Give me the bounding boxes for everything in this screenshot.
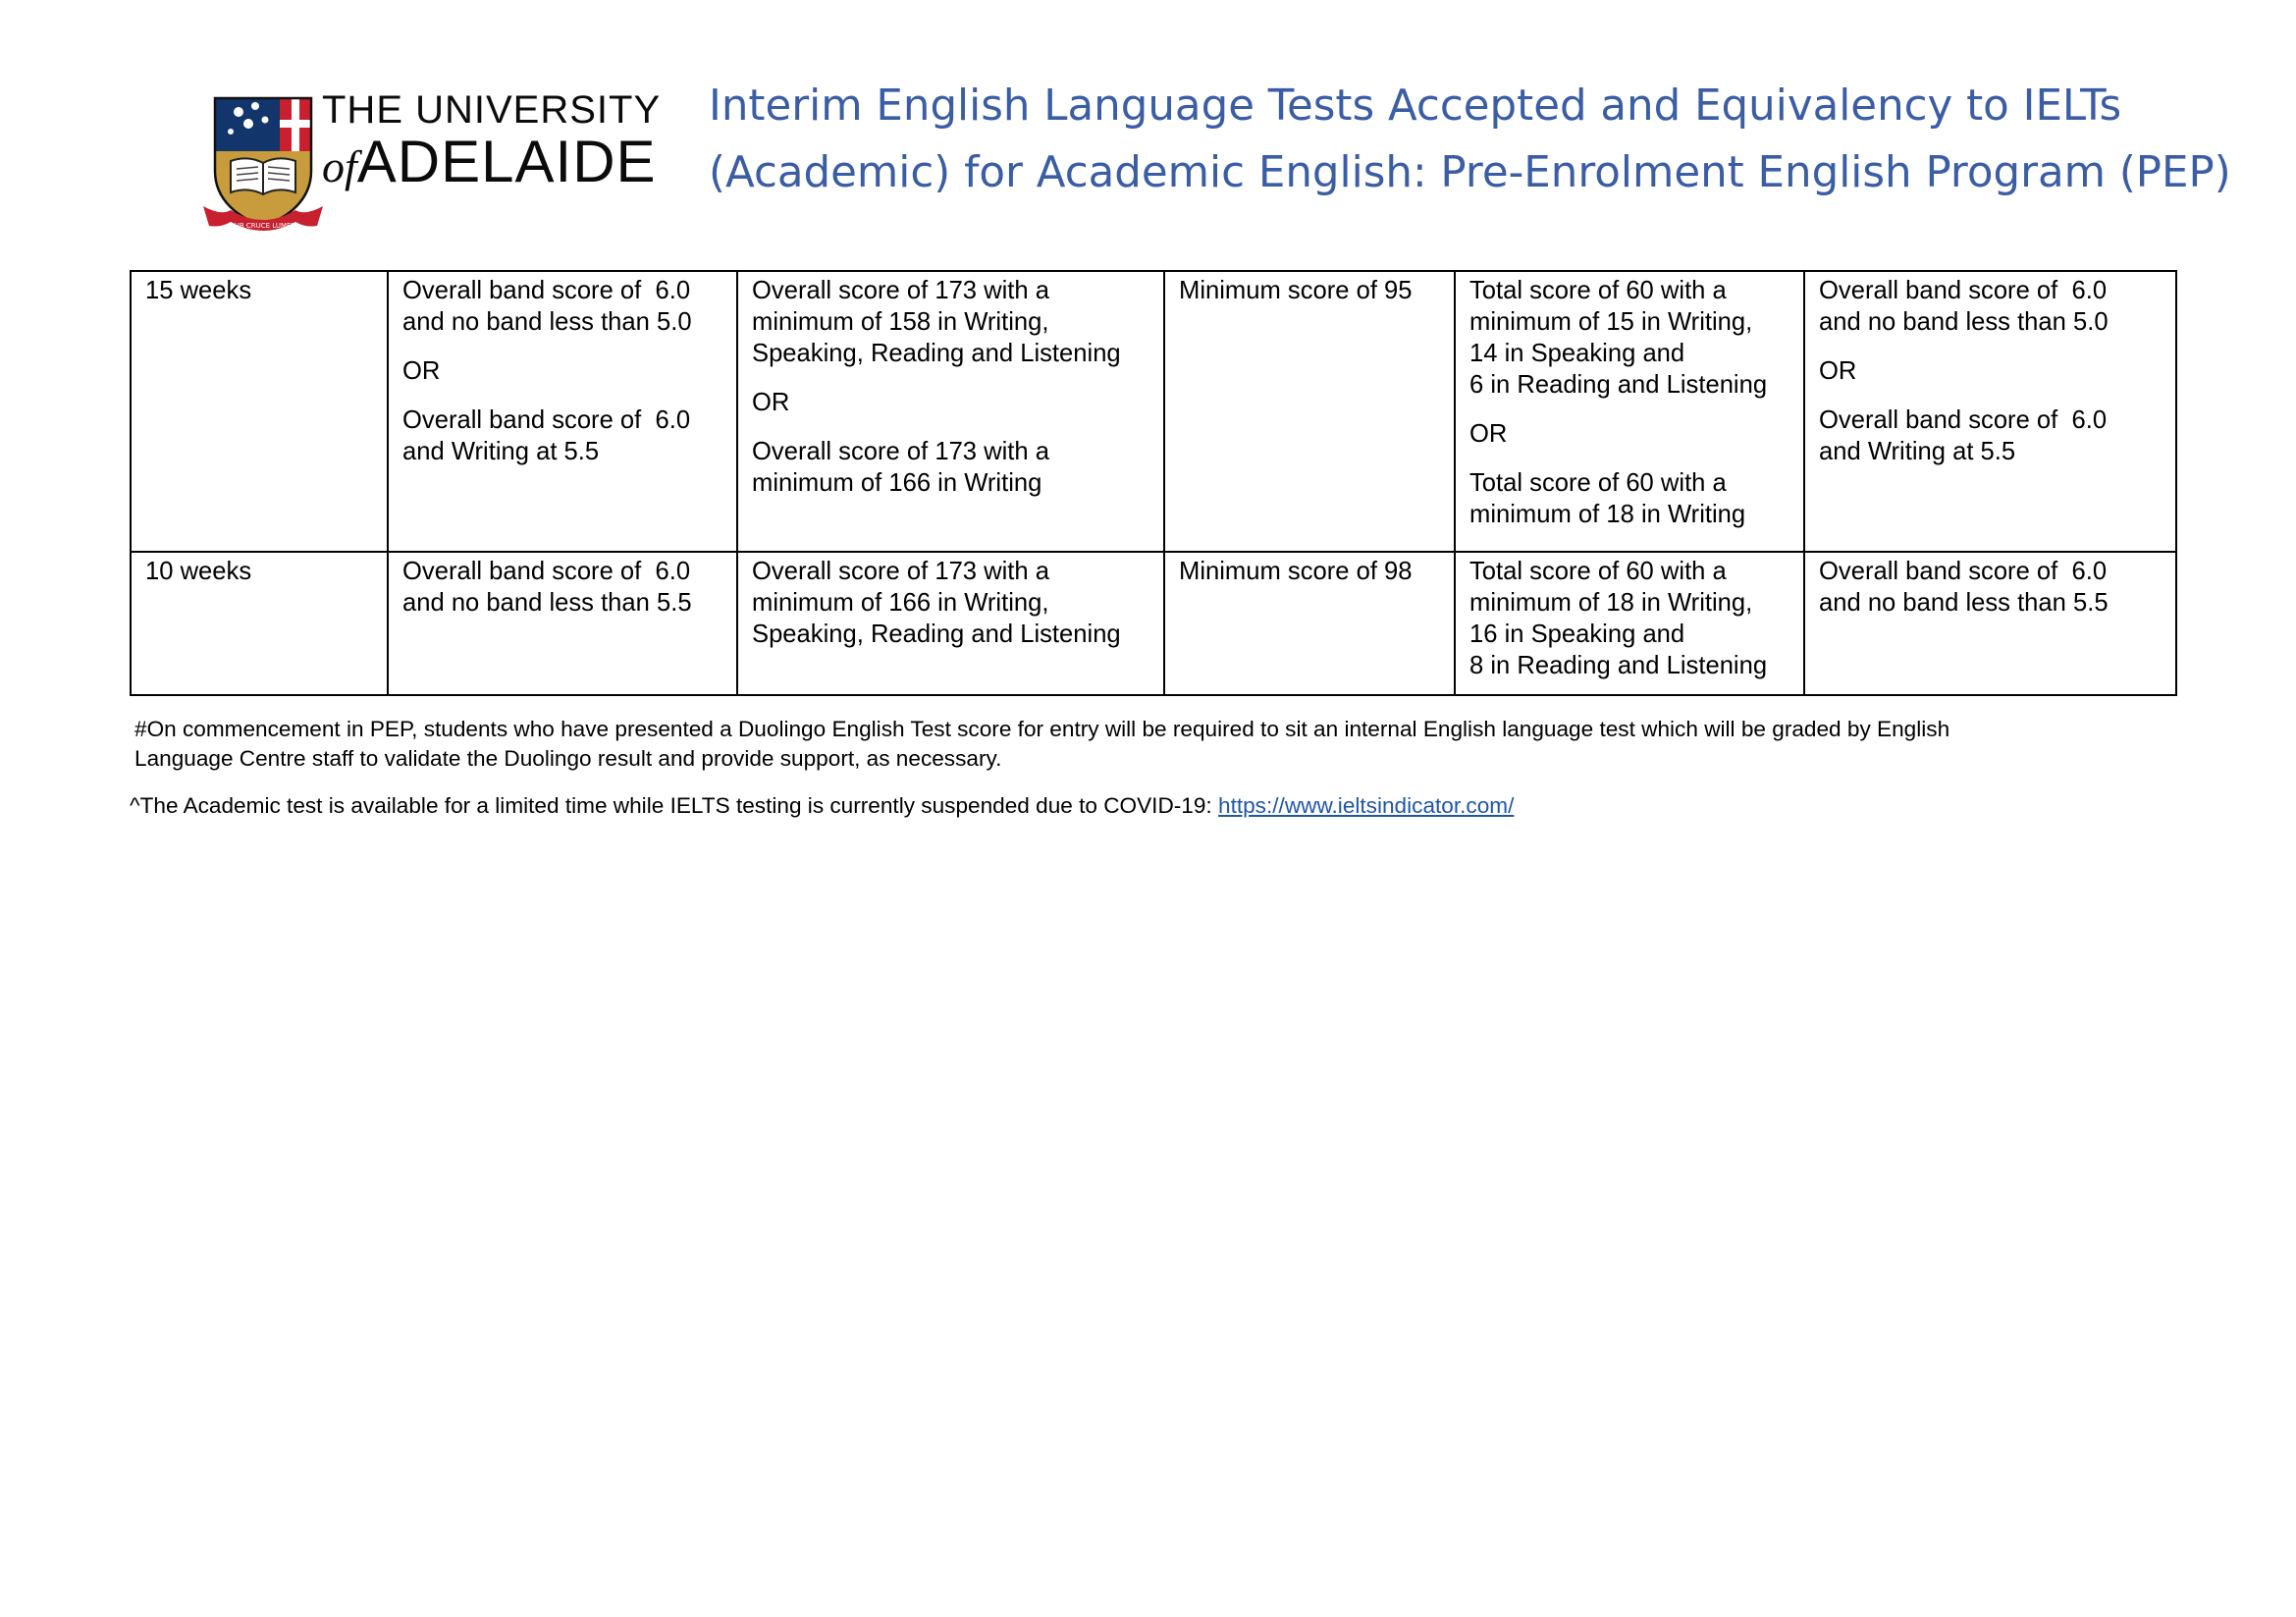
cell-paragraph: Overall band score of 6.0 and no band less than 5.5	[1819, 558, 2109, 617]
crest-icon	[201, 90, 324, 233]
cell-paragraph: Overall band score of 6.0 and no band less than 5.5	[402, 558, 692, 617]
ielts-indicator-cell	[388, 271, 737, 552]
duolingo-note-line1: #On commencement in PEP, students who have presented a Duolingo English Test score for entry will be required to sit an internal English language test which will be graded by English	[134, 717, 1950, 741]
cell-paragraph: Total score of 60 with a minimum of 18 in Writing, 16 in Speaking and 8 in Reading and Listening	[1469, 558, 1768, 679]
table-body	[131, 271, 2176, 695]
cell-paragraph: 15 weeks	[145, 277, 252, 304]
cell-paragraph: Overall band score of 6.0 and no band less than 5.0	[402, 277, 692, 336]
academic-test-note-text: ^The Academic test is available for a limited time while IELTS testing is currently suspended due to COVID-19:	[130, 793, 1218, 818]
cell-paragraph: Overall score of 173 with a minimum of 166 in Writing, Speaking, Reading and Listening	[752, 558, 1121, 648]
cell-paragraph: Minimum score of 95	[1179, 277, 1413, 304]
cell-paragraph: OR	[752, 389, 790, 416]
duolingo-note-line2: Language Centre staff to validate the Duolingo result and provide support, as necessary.	[134, 746, 1002, 771]
ielts-cell	[1804, 552, 2176, 695]
cell-paragraph: Total score of 60 with a minimum of 15 in Writing, 14 in Speaking and 6 in Reading and Listening	[1469, 277, 1768, 399]
duration-cell	[131, 271, 388, 552]
title-line2: (Academic) for Academic English: Pre-Enrolment English Program (PEP)	[709, 148, 2231, 197]
logo-line2	[322, 129, 657, 197]
logo-of: of	[322, 141, 357, 191]
cell-paragraph: Minimum score of 98	[1179, 558, 1413, 585]
requirements-table	[130, 270, 2177, 696]
page-title	[709, 73, 2240, 206]
duolingo-cell	[737, 552, 1164, 695]
table-row	[131, 271, 2176, 552]
duolingo-cell	[737, 271, 1164, 552]
cell-paragraph: Overall band score of 6.0 and Writing at 5.5	[402, 406, 691, 465]
cell-paragraph: OR	[1469, 420, 1508, 448]
academic-test-note	[130, 791, 2191, 821]
cell-paragraph: Overall score of 173 with a minimum of 158 in Writing, Speaking, Reading and Listening	[752, 277, 1121, 367]
toefl-cell	[1164, 271, 1455, 552]
cell-paragraph: OR	[402, 357, 441, 385]
duration-cell	[131, 552, 388, 695]
logo-name: ADELAIDE	[356, 129, 657, 194]
cell-paragraph: Total score of 60 with a minimum of 18 in Writing	[1469, 469, 1746, 528]
cell-paragraph: OR	[1819, 357, 1857, 385]
ielts-indicator-link[interactable]: https://www.ieltsindicator.com/	[1218, 793, 1515, 818]
cell-paragraph: 10 weeks	[145, 558, 252, 585]
ielts-indicator-cell	[388, 552, 737, 695]
university-logo	[201, 88, 662, 233]
cell-paragraph: Overall band score of 6.0 and Writing at 5.5	[1819, 406, 2108, 465]
footnotes	[130, 715, 2191, 821]
title-line1: Interim English Language Tests Accepted and Equivalency to IELTs	[709, 81, 2122, 131]
cell-paragraph: Overall band score of 6.0 and no band less than 5.0	[1819, 277, 2109, 336]
duolingo-note	[130, 715, 2191, 774]
ielts-cell	[1804, 271, 2176, 552]
table-row	[131, 552, 2176, 695]
logo-line1: THE UNIVERSITY	[322, 88, 662, 132]
pte-cell	[1455, 271, 1804, 552]
pte-cell	[1455, 552, 1804, 695]
svg-text:SUB CRUCE LUMEN: SUB CRUCE LUMEN	[230, 222, 296, 230]
cell-paragraph: Overall score of 173 with a minimum of 166 in Writing	[752, 438, 1050, 497]
toefl-cell	[1164, 552, 1455, 695]
logo-wordmark	[322, 88, 662, 197]
